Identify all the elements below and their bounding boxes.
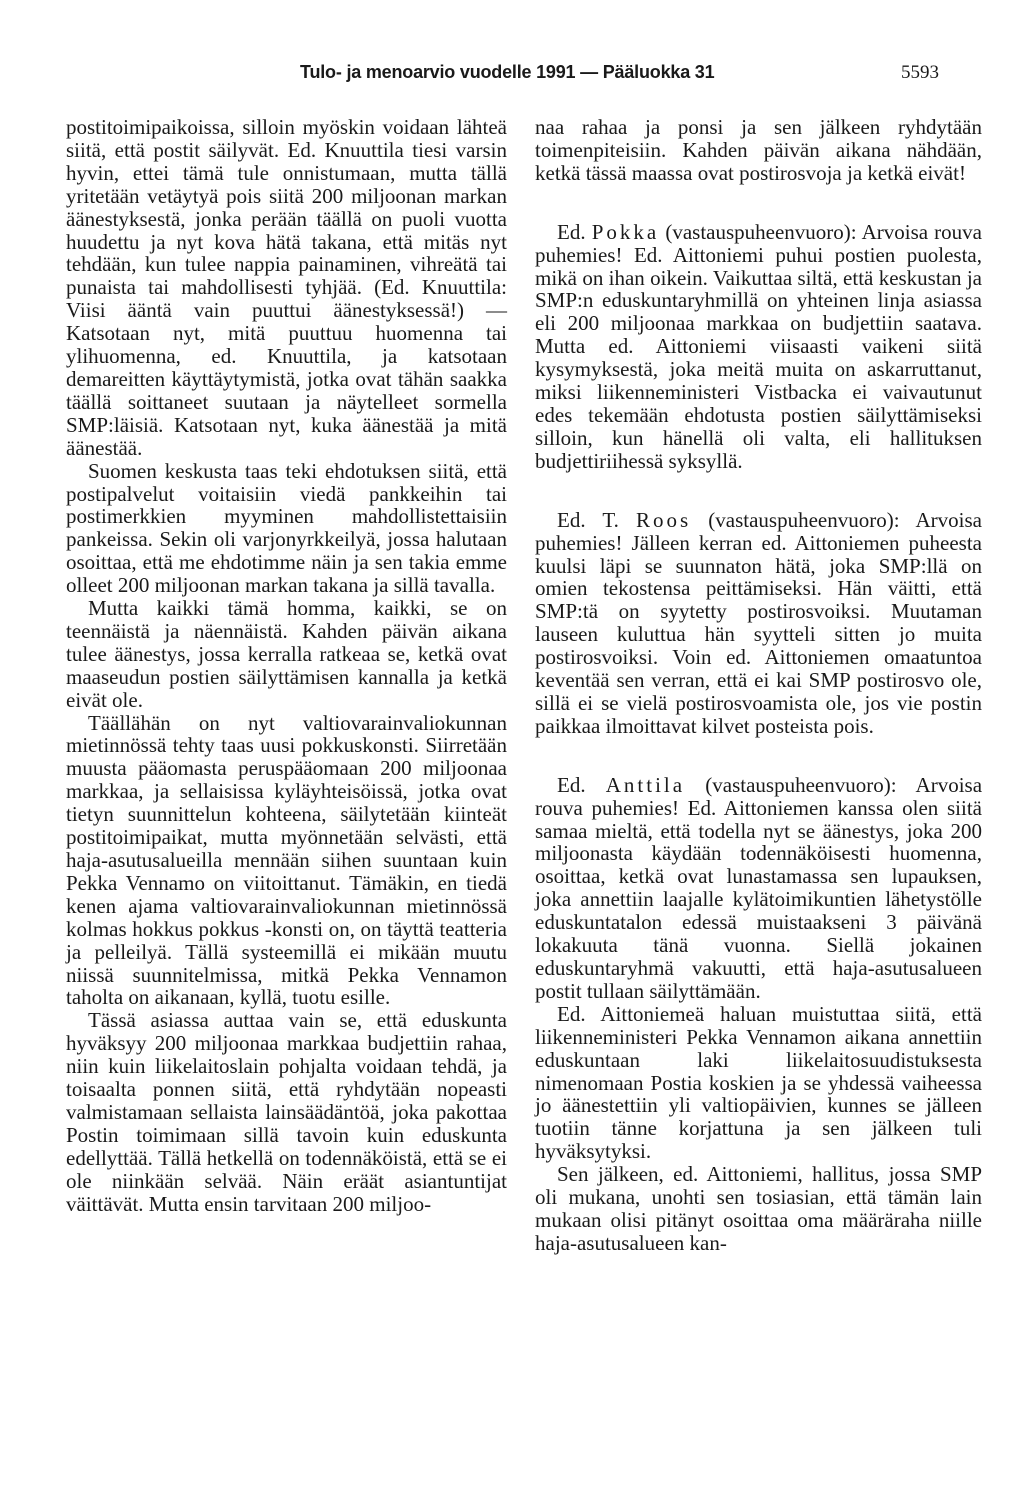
speech-roos xyxy=(535,509,982,738)
left-paragraph-1: postitoimipaikoissa, silloin myöskin voidaan lähteä siitä, että postit säilyvät. Ed. Knuuttila tiesi varsin hyvin, ettei tämä tule onnistumaan, mutta tällä yritetään vetäytyä pois siitä 200 miljoonan markan äänestyksestä, jonka perään täällä on puoli vuotta huudettu ja nyt kova hätä takana, että mitäs nyt tehdään, kun tulee nappia painaminen, vihreätä tai punaista tai mahdollisesti tyhjää. (Ed. Knuuttila: Viisi ääntä vain puuttui äänestyksessä!) — Katsotaan nyt, mitä puuttuu huomenna tai ylihuomenna, ed. Knuuttila, ja katsotaan demareitten käyttäytymistä, jotka ovat tähän saakka täällä soittaneet suutaan ja näytelleet sormella SMP:läisiä. Katsotaan nyt, kuka äänestää ja mitä äänestää. xyxy=(66,115,507,460)
speech-text-roos: (vastauspuheenvuoro): Arvoisa puhemies! Jälleen kerran ed. Aittoniemen puheesta kuulsi läpi se suunnaton hätä, joka SMP:llä on omien tekostensa peittämiseksi. Hän väitti, että SMP:tä on syytetty postirosvoiksi. Muutaman lauseen kuluttua hän syytteli sitten jo muita postirosvoiksi. Voin ed. Aittoniemen omaatuntoa keventää sen verran, että ei kai SMP postirosvo ole, sillä ei se vielä postirosvoamista ole, jos vie postin paikkaa ilmoittavat kilvet posteista pois. xyxy=(535,507,983,738)
left-paragraph-2: Suomen keskusta taas teki ehdotuksen siitä, että postipalvelut voitaisiin viedä pankkeihin tai postimerkkien myyminen mahdollistettaisiin pankeissa. Sekin oli varjonyrkkeilyä, jossa halutaan osoittaa, että me ehdotimme näin ja sen takia emme olleet 200 miljoonan markan takana ja sillä tavalla. xyxy=(66,458,507,598)
speaker-name-pokka: Pokka xyxy=(591,219,660,244)
left-column xyxy=(66,116,507,1216)
speaker-name-anttila: Anttila xyxy=(605,772,686,797)
right-column xyxy=(535,116,982,1255)
right-paragraph-5: Ed. Aittoniemeä haluan muistuttaa siitä, että liikenneministeri Pekka Vennamon aikana annettiin eduskuntaan laki liikelaitosuudistuksesta nimenomaan Postia koskien ja se yhdessä vaiheessa jo äänestettiin yli valtiopäivien, kunnes se jälleen tuotiin tänne korjattuna ja sen jälkeen tuli hyväksytyksi. xyxy=(535,1001,982,1164)
running-title: Tulo- ja menoarvio vuodelle 1991 — Pääluokka 31 xyxy=(300,62,715,82)
speech-anttila xyxy=(535,774,982,1003)
left-paragraph-4: Täällähän on nyt valtiovarainvaliokunnan mietinnössä tehty taas uusi pokkuskonsti. Siirretään muusta pääomasta peruspääomaan 200 miljoonaa markkaa, ja sellaisissa kyläyhteisöissä, jotka ovat tietyn suunnittelun kohteena, säilytetään kiinteät postitoimipaikat, mutta myönnetään selvästi, että haja-asutusalueilla mennään siihen suuntaan kuin Pekka Vennamo on viitoittanut. Tämäkin, en tiedä kenen ajama valtiovarainvaliokunnan mietinnössä kolmas hokkus pokkus -konsti on, on täyttä teatteria ja pelleilyä. Tällä systeemillä ei mikään muutu niissä suunnitelmissa, mitkä Pekka Vennamon taholta on aikanaan, kyllä, tuotu esille. xyxy=(66,710,507,1010)
speech-text-anttila: (vastauspuheenvuoro): Arvoisa rouva puhemies! Ed. Aittoniemen kanssa olen siitä samaa mieltä, että todella nyt se äänestys, joka 200 miljoonasta käydään todennäköisesti huomenna, osoittaa, ketkä ovat lunastamassa sen lupauksen, joka annettiin laajalle kylätoimikuntien lähetystölle eduskuntatalon edessä muistaakseni 3 päivänä lokakuuta tänä vuonna. Siellä jokainen eduskuntaryhmä vakuutti, että haja-asutusalueen postit tullaan säilyttämään. xyxy=(535,772,983,1003)
speaker-prefix: Ed. xyxy=(557,772,586,797)
right-paragraph-6: Sen jälkeen, ed. Aittoniemi, hallitus, jossa SMP oli mukana, unohti sen tosiasian, että tämän lain mukaan olisi pitänyt osoittaa oma määräraha niille haja-asutusalueen kan- xyxy=(535,1162,982,1255)
speaker-name-roos: Roos xyxy=(635,507,692,532)
page-header xyxy=(0,62,1024,86)
speaker-prefix: Ed. T. xyxy=(557,507,619,532)
speech-pokka xyxy=(535,221,982,473)
left-paragraph-5: Tässä asiassa auttaa vain se, että eduskunta hyväksyy 200 miljoonaa markkaa budjettiin rahaa, niin kuin liikelaitoslain pohjalta voidaan tehdä, ja toisaalta ponnen siitä, että ryhdytään nopeasti valmistamaan sellaista lainsäädäntöä, joka pakottaa Postin toimimaan sillä tavoin kuin eduskunta edellyttää. Tällä hetkellä on todennäköistä, että se ei ole niinkään selvää. Näin eräät asiantuntijat väittävät. Mutta ensin tarvitaan 200 miljoo- xyxy=(66,1008,507,1216)
speech-text-pokka: (vastauspuheenvuoro): Arvoisa rouva puhemies! Ed. Aittoniemi puhui postien puolesta, mikä on ihan oikein. Vaikuttaa siltä, että keskustan ja SMP:n eduskuntaryhmillä on yhteinen linja asiassa eli 200 miljoonaa markkaa on budjettiin saatava. Mutta ed. Aittoniemi viisaasti vaikeni siitä kysymyksestä, joka meitä muita on askarruttanut, miksi liikenneministeri Vistbacka ei vaivautunut edes tekemään ehdotusta postien säilyttämiseksi silloin, kun hänellä oli valta, eli hallituksen budjettiriihessä syksyllä. xyxy=(535,219,982,473)
left-paragraph-3: Mutta kaikki tämä homma, kaikki, se on teennäistä ja näennäistä. Kahden päivän aikana tulee äänestys, jossa kerralla ratkeaa se, ketkä ovat maaseudun postien säilyttämisen kannalla ja ketkä eivät ole. xyxy=(66,596,507,712)
right-paragraph-1: naa rahaa ja ponsi ja sen jälkeen ryhdytään toimenpiteisiin. Kahden päivän aikana nähdään, ketkä tässä maassa ovat postirosvoja ja ketkä eivät! xyxy=(535,115,982,185)
page-number: 5593 xyxy=(901,62,939,83)
speaker-prefix: Ed. xyxy=(557,219,586,244)
